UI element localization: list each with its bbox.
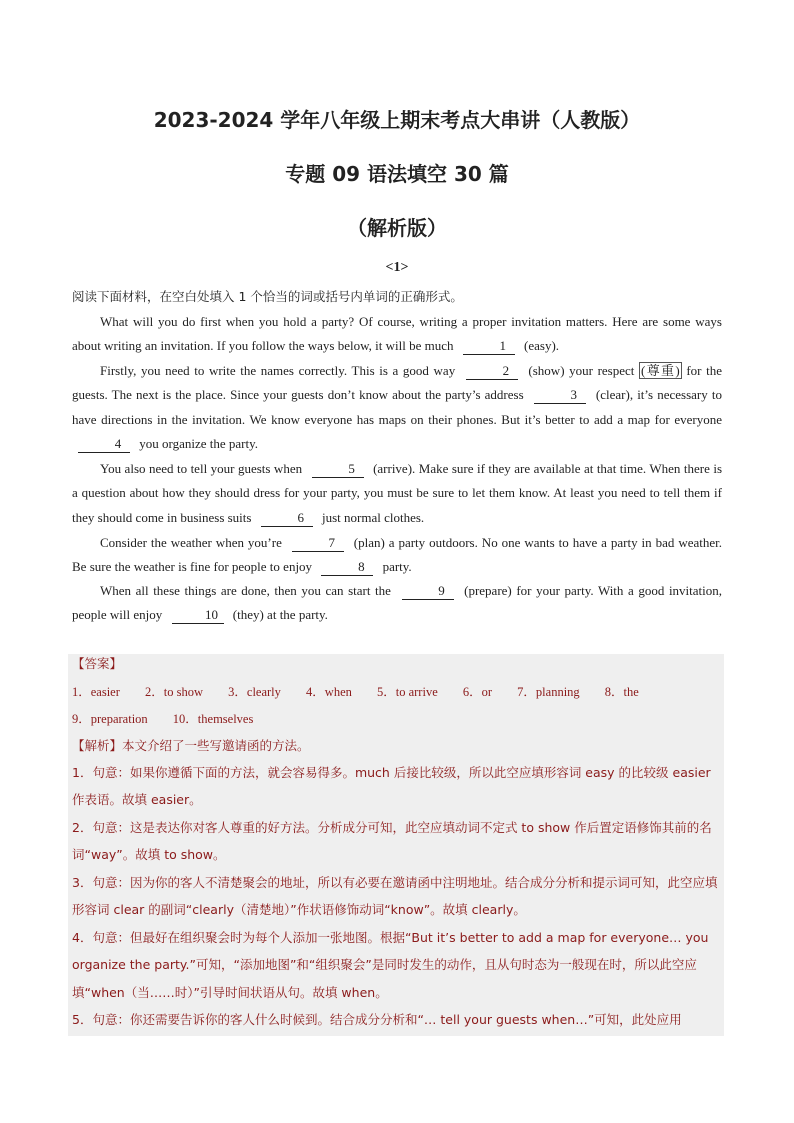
passage-number: <1>	[385, 260, 409, 275]
passage-text: (prepare) for your party. With a good invitation, people will enjoy	[72, 583, 723, 623]
answer-item: 4．when	[306, 685, 352, 699]
passage-text: you organize the party.	[139, 435, 259, 451]
blank-4: 4	[78, 436, 130, 453]
passage-text: (show) your respect	[528, 363, 635, 378]
passage-text: (arrive). Make sure if they are available at that time. When there is a question about how they should dress for your party, you must be sure to let them know. At least you need to tell them if they should come in business suits	[72, 461, 723, 525]
blank-5: 5	[312, 461, 364, 478]
blank-1: 1	[463, 338, 515, 355]
passage-text: Firstly, you need to write the names correctly. This is a good way	[100, 363, 456, 378]
answer-analysis-box	[68, 654, 724, 1036]
passage-text: You also need to tell your guests when	[100, 461, 303, 476]
instruction-text: 阅读下面材料，在空白处填入 1 个恰当的词或括号内单词的正确形式。	[72, 289, 463, 304]
answer-item: 5．to arrive	[377, 685, 438, 699]
passage-text: When all these things are done, then you can start the	[100, 583, 391, 598]
document-edition-label: （解析版）	[347, 216, 447, 240]
blank-7: 7	[292, 535, 344, 552]
passage-paragraph-3	[72, 457, 722, 530]
passage-text: What will you do first when you hold a party? Of course, writing a proper invitation matters. Here are some ways about writing an invitation. If you follow the ways below, it will be much	[72, 314, 722, 354]
blank-6: 6	[261, 510, 313, 527]
answer-item: 2．to show	[145, 685, 204, 699]
analysis-item-1: 1．句意：如果你遵循下面的方法，就会容易得多。much 后接比较级，所以此空应填形容词 easy 的比较级 easier 作表语。故填 easier。	[72, 765, 711, 808]
passage-text: Consider the weather when you’re	[100, 535, 282, 550]
passage-text: (plan) a party outdoors. No one wants to have a party in bad weather. Be sure the weather is fine for people to enjoy	[72, 535, 722, 575]
answer-item: 6．or	[462, 685, 493, 699]
document-title: 2023-2024 学年八年级上期末考点大串讲（人教版）	[153, 108, 641, 132]
passage-text: (easy).	[524, 338, 560, 354]
analysis-item-2: 2．句意：这是表达你对客人尊重的好方法。分析成分可知，此空应填动词不定式 to show 作后置定语修饰其前的名词“way”。故填 to show。	[72, 820, 712, 863]
passage-text: (they) at the party.	[232, 607, 328, 623]
blank-9: 9	[402, 583, 454, 600]
analysis-summary: 本文介绍了一些写邀请函的方法。	[122, 738, 310, 753]
answer-label: 【答案】	[72, 656, 123, 671]
document-subtitle: 专题 09 语法填空 30 篇	[285, 162, 509, 186]
blank-2: 2	[466, 363, 518, 380]
answer-item: 1．easier	[72, 685, 120, 699]
answer-item: 9．preparation	[72, 712, 148, 726]
analysis-heading	[72, 736, 720, 754]
passage-text: just normal clothes.	[321, 509, 425, 525]
answer-item: 10．themselves	[172, 712, 254, 726]
passage-paragraph-5	[72, 579, 722, 628]
analysis-item-3: 3．句意：因为你的客人不清楚聚会的地址，所以有必要在邀请函中注明地址。结合成分分析和提示词可知，此空应填形容词 clear 的副词“clearly（清楚地）”作状语修饰动词“know”。故填 clearly。	[72, 875, 718, 918]
answer-item: 8．the	[604, 685, 639, 699]
passage-paragraph-1	[72, 310, 722, 359]
boxed-word: (尊重)	[641, 363, 680, 378]
passage-paragraph-4	[72, 531, 722, 580]
answer-item: 3．clearly	[228, 685, 281, 699]
analysis-item-5: 5．句意：你还需要告诉你的客人什么时候到。结合成分分析和“… tell your guests when…”可知，此处应用	[72, 1012, 682, 1027]
analysis-item-4: 4．句意：但最好在组织聚会时为每个人添加一张地图。根据“But it’s better to add a map for everyone… you organize the party.”可知，“添加地图”和“组织聚会”是同时发生的动作，且从句时态为一般现在时，所以此空应填“when（当……时）”引导时间状语从句。故填 when。	[72, 930, 709, 1000]
passage-text: party.	[382, 559, 412, 575]
blank-3: 3	[534, 387, 586, 404]
passage-text: for the guests. The next is the place. Since your guests don’t know about the party’s address	[72, 363, 722, 403]
analysis-label: 【解析】	[72, 738, 123, 753]
blank-10: 10	[172, 607, 224, 624]
passage-text: (clear), it’s necessary to have directions in the invitation. We know everyone has maps on their phones. But it’s better to add a map for everyone	[72, 387, 722, 427]
answer-row	[72, 709, 720, 727]
answer-row	[72, 682, 720, 700]
blank-8: 8	[321, 559, 373, 576]
passage-paragraph-2	[72, 359, 722, 456]
answer-item: 7．planning	[517, 685, 580, 699]
